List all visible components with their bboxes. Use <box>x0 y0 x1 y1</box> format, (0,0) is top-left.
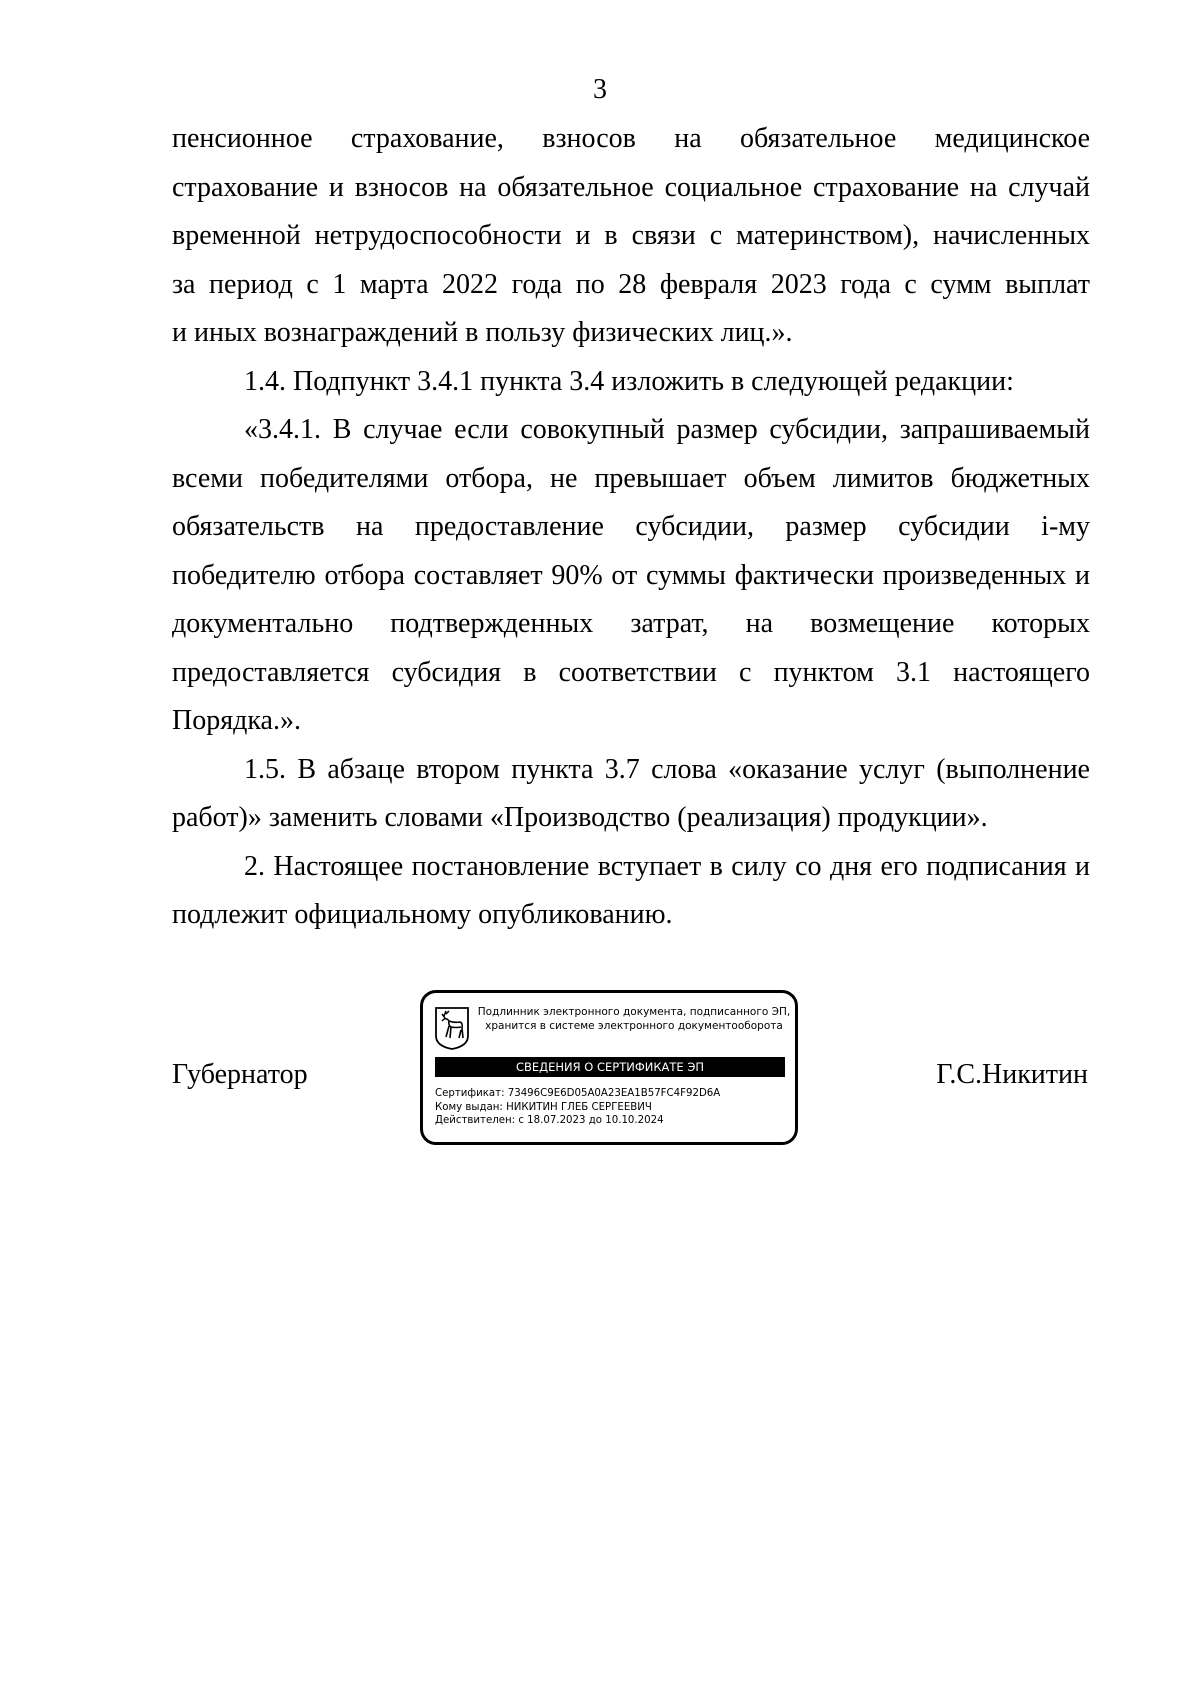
deer-coat-of-arms-icon <box>434 1006 470 1050</box>
certificate-details <box>435 1087 790 1128</box>
stamp-caption <box>475 1005 793 1033</box>
signatory-name: Г.С.Никитин <box>936 1059 1088 1090</box>
certificate-validity: Действителен: с 18.07.2023 до 10.10.2024 <box>435 1115 664 1126</box>
stamp-caption-line: Подлинник электронного документа, подписанного ЭП, <box>477 1006 791 1018</box>
paragraph: 1.4. Подпункт 3.4.1 пункта 3.4 изложить в следующей редакции: <box>244 365 1014 397</box>
paragraph-line: страхование и взносов на обязательное социальное страхование на случай <box>172 171 1090 203</box>
certificate-header-bar: СВЕДЕНИЯ О СЕРТИФИКАТЕ ЭП <box>435 1057 785 1077</box>
signatory-title: Губернатор <box>172 1059 308 1090</box>
page-number: 3 <box>593 74 607 105</box>
certificate-serial: Сертификат: 73496C9E6D05A0A23EA1B57FC4F92D6A <box>435 1088 721 1099</box>
stamp-caption-line: хранится в системе электронного документооборота <box>485 1020 783 1032</box>
paragraph-line: и иных вознаграждений в пользу физических лиц.». <box>172 317 793 348</box>
paragraph: 1.5. В абзаце втором пункта 3.7 слова «оказание услуг (выполнение работ)» заменить словами «Производство (реализация) продукции». <box>172 753 1090 833</box>
paragraph-line: пенсионное страхование, взносов на обязательное медицинское <box>172 123 1090 154</box>
paragraph: «3.4.1. В случае если совокупный размер субсидии, запрашиваемый всеми победителями отбора, не превышает объем лимитов бюджетных обязательств на предоставление субсидии, размер субсидии i-му победителю отбора составляет 90% от суммы фактически произведенных и документально подтвержденных затрат, на возмещение которых предоставляется субсидия в соответствии с пунктом 3.1 настоящего Порядка.». <box>172 414 1090 736</box>
paragraph-line: за период с 1 марта 2022 года по 28 февраля 2023 года с сумм выплат <box>172 268 1090 300</box>
paragraph-line: временной нетрудоспособности и в связи с материнством), начисленных <box>172 220 1090 251</box>
paragraph: 2. Настоящее постановление вступает в силу со дня его подписания и подлежит официальному опубликованию. <box>172 850 1090 930</box>
document-body <box>172 115 1090 940</box>
electronic-signature-stamp <box>420 990 798 1145</box>
certificate-owner: Кому выдан: НИКИТИН ГЛЕБ СЕРГЕЕВИЧ <box>435 1101 652 1113</box>
